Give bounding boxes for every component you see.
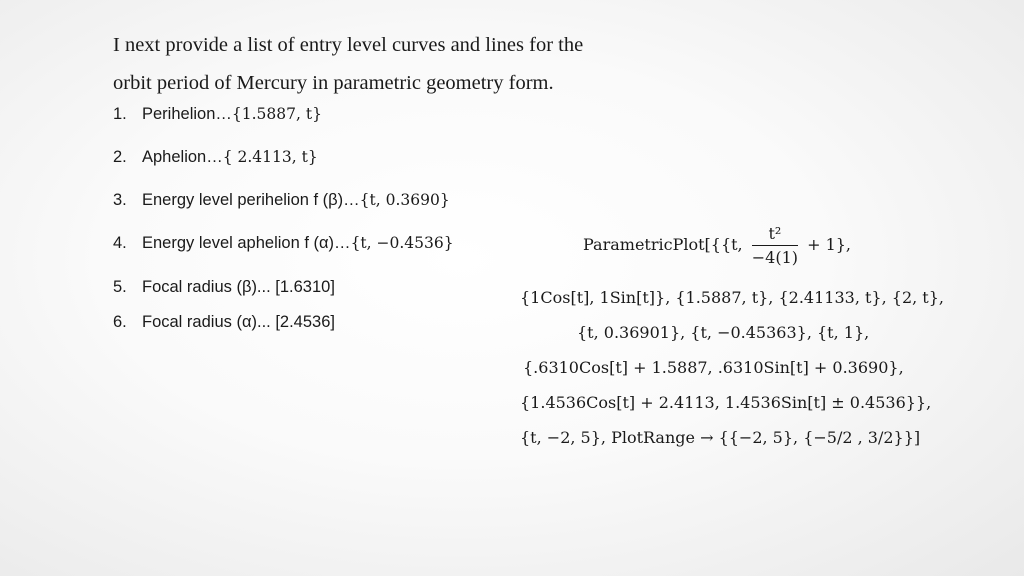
- fraction-numerator: t²: [752, 224, 798, 246]
- list-item: [113, 191, 450, 210]
- code-line: {t, −2, 5}, PlotRange → {{−2, 5}, {−5/2 , 3/2}}]: [520, 428, 921, 447]
- list-label: Energy level perihelion f (β)…: [142, 191, 360, 209]
- intro-line-1: I next provide a list of entry level curves and lines for the: [113, 34, 584, 56]
- list-label: Focal radius (β)... [1.6310]: [142, 278, 335, 296]
- intro-paragraph: [113, 26, 633, 102]
- list-number: 5.: [113, 278, 127, 296]
- code-line: {.6310Cos[t] + 1.5887, .6310Sin[t] + 0.3690},: [523, 358, 904, 377]
- list-item: [113, 148, 318, 167]
- list-number: 4.: [113, 234, 127, 252]
- list-label: Perihelion…: [142, 105, 232, 123]
- list-math: { 2.4113, t}: [222, 148, 318, 166]
- list-math: {t, 0.3690}: [359, 191, 450, 209]
- fraction: [752, 224, 798, 267]
- code-line: {1Cos[t], 1Sin[t]}, {1.5887, t}, {2.41133, t}, {2, t},: [520, 288, 944, 307]
- list-label: Aphelion…: [142, 148, 223, 166]
- list-item: [113, 313, 335, 332]
- code-head-line: [583, 224, 851, 267]
- list-number: 6.: [113, 313, 127, 331]
- fraction-denominator: −4(1): [751, 248, 798, 267]
- list-number: 2.: [113, 148, 127, 166]
- code-line: {t, 0.36901}, {t, −0.45363}, {t, 1},: [577, 323, 870, 342]
- code-head-prefix: ParametricPlot[{{t,: [583, 235, 743, 254]
- list-label: Energy level aphelion f (α)…: [142, 234, 351, 252]
- code-line: {1.4536Cos[t] + 2.4113, 1.4536Sin[t] ± 0.4536}},: [520, 393, 932, 412]
- list-item: [113, 278, 335, 297]
- list-item: [113, 105, 322, 124]
- code-head-suffix: + 1},: [807, 235, 852, 254]
- list-label: Focal radius (α)... [2.4536]: [142, 313, 335, 331]
- list-math: {1.5887, t}: [231, 105, 322, 123]
- list-item: [113, 234, 454, 253]
- list-math: {t, −0.4536}: [350, 234, 454, 252]
- list-number: 3.: [113, 191, 127, 209]
- intro-line-2: orbit period of Mercury in parametric geometry form.: [113, 72, 554, 94]
- list-number: 1.: [113, 105, 127, 123]
